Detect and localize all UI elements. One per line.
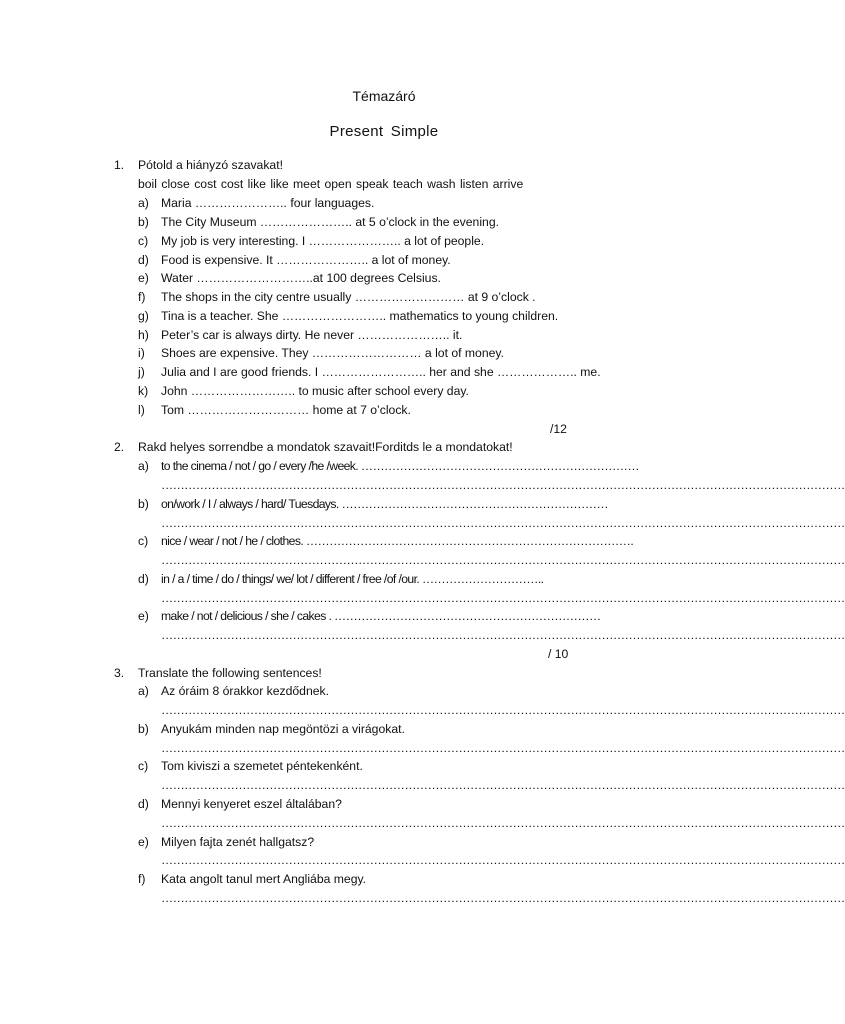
item-letter: l) — [138, 403, 145, 417]
translate-item: Milyen fajta zenét hallgatsz? — [161, 835, 315, 849]
fill-in-item: John …………………….. to music after school every day. — [161, 384, 469, 398]
section-1-score: /12 — [550, 422, 567, 436]
word-bank: boil close cost cost like like meet open speak teach wash listen arrive — [138, 177, 524, 191]
answer-line[interactable]: …………………………………………………………………………………………………………………………………………………………… — [161, 816, 845, 830]
answer-line[interactable]: …………………………………………………………………………………………………………………………………………………………… — [161, 478, 845, 492]
fill-in-item: Water ………………………..at 100 degrees Celsius. — [161, 271, 441, 285]
fill-in-item: Peter’s car is always dirty. He never ………………….. it. — [161, 328, 463, 342]
translate-item: Az óráim 8 órakkor kezdődnek. — [161, 684, 329, 698]
page-subtitle: Present Simple — [329, 123, 439, 140]
answer-line[interactable]: …………………………………………………………………………………………………………………………………………………………… — [161, 891, 845, 905]
section-2-score: / 10 — [548, 647, 569, 661]
scramble-item: to the cinema / not / go / every /he /week. ……………………………………………………………… — [161, 459, 639, 473]
section-1-number: 1. — [114, 158, 125, 172]
item-letter: g) — [138, 309, 149, 323]
item-letter: k) — [138, 384, 149, 398]
item-letter: b) — [138, 497, 149, 511]
item-letter: b) — [138, 215, 149, 229]
section-1-heading: Pótold a hiányzó szavakat! — [138, 158, 283, 172]
fill-in-item: The City Museum ………………….. at 5 o’clock in the evening. — [161, 215, 499, 229]
translate-item: Anyukám minden nap megöntözi a virágokat. — [161, 722, 405, 736]
translate-item: Tom kiviszi a szemetet péntekenként. — [161, 759, 363, 773]
item-letter: a) — [138, 196, 149, 210]
section-3-number: 3. — [114, 666, 125, 680]
item-letter: e) — [138, 835, 149, 849]
answer-line[interactable]: …………………………………………………………………………………………………………………………………………………………… — [161, 553, 845, 567]
section-3-heading: Translate the following sentences! — [138, 666, 322, 680]
translate-item: Kata angolt tanul mert Angliába megy. — [161, 872, 367, 886]
item-letter: c) — [138, 534, 149, 548]
answer-line[interactable]: …………………………………………………………………………………………………………………………………………………………… — [161, 778, 845, 792]
item-letter: a) — [138, 459, 149, 473]
item-letter: e) — [138, 609, 149, 623]
answer-line[interactable]: …………………………………………………………………………………………………………………………………………………………… — [161, 628, 845, 642]
fill-in-item: Tina is a teacher. She …………………….. mathematics to young children. — [161, 309, 559, 323]
translate-item: Mennyi kenyeret eszel általában? — [161, 797, 342, 811]
answer-line[interactable]: …………………………………………………………………………………………………………………………………………………………… — [161, 853, 845, 867]
answer-line[interactable]: …………………………………………………………………………………………………………………………………………………………… — [161, 703, 845, 717]
answer-line[interactable]: …………………………………………………………………………………………………………………………………………………………… — [161, 741, 845, 755]
section-2-heading: Rakd helyes sorrendbe a mondatok szavait!Forditds le a mondatokat! — [138, 440, 513, 454]
item-letter: a) — [138, 684, 149, 698]
scramble-item: nice / wear / not / he / clothes. …………………………………………………………………………. — [161, 534, 634, 548]
fill-in-item: Julia and I are good friends. I …………………….. her and she ……………….. me. — [161, 365, 601, 379]
item-letter: d) — [138, 572, 149, 586]
fill-in-item: Tom ………………………… home at 7 o’clock. — [161, 403, 411, 417]
fill-in-item: My job is very interesting. I ………………….. a lot of people. — [161, 234, 485, 248]
fill-in-item: Maria ………………….. four languages. — [161, 196, 375, 210]
page-title: Témazáró — [352, 88, 416, 104]
item-letter: j) — [138, 365, 145, 379]
item-letter: d) — [138, 253, 149, 267]
item-letter: c) — [138, 759, 149, 773]
scramble-item: on/work / I / always / hard/ Tuesdays. …………………………………………………………… — [161, 497, 609, 511]
item-letter: d) — [138, 797, 149, 811]
item-letter: b) — [138, 722, 149, 736]
item-letter: c) — [138, 234, 149, 248]
fill-in-item: Food is expensive. It ………………….. a lot of money. — [161, 253, 451, 267]
section-2-number: 2. — [114, 440, 125, 454]
item-letter: h) — [138, 328, 149, 342]
item-letter: e) — [138, 271, 149, 285]
answer-line[interactable]: …………………………………………………………………………………………………………………………………………………………… — [161, 516, 845, 530]
answer-line[interactable]: …………………………………………………………………………………………………………………………………………………………… — [161, 591, 845, 605]
item-letter: i) — [138, 346, 145, 360]
scramble-item: make / not / delicious / she / cakes . …………………………………………………………… — [161, 609, 601, 623]
fill-in-item: The shops in the city centre usually ……………………… at 9 o’clock . — [161, 290, 536, 304]
scramble-item: in / a / time / do / things/ we/ lot / different / free /of /our. ………………………….. — [161, 572, 544, 586]
item-letter: f) — [138, 290, 146, 304]
fill-in-item: Shoes are expensive. They ……………………… a lot of money. — [161, 346, 504, 360]
item-letter: f) — [138, 872, 146, 886]
